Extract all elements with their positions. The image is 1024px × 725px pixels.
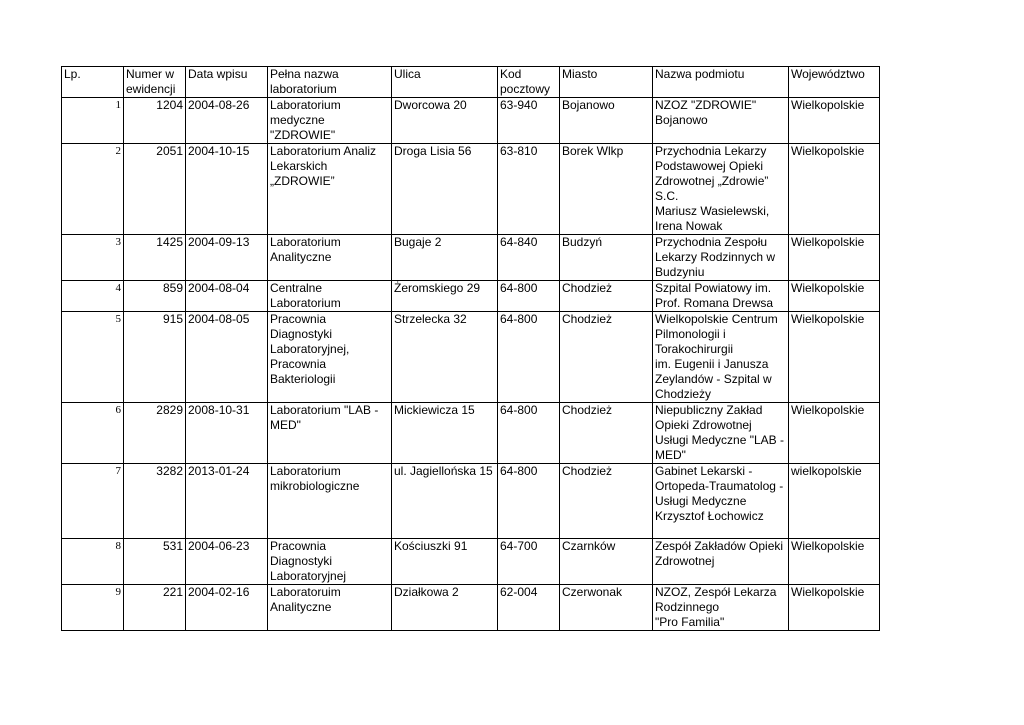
lp-cell: 4 bbox=[62, 281, 124, 312]
header-cell: Województwo bbox=[789, 67, 880, 98]
lp-cell: 3 bbox=[62, 235, 124, 281]
street-cell: Kościuszki 91 bbox=[392, 539, 498, 585]
voivodeship-cell: Wielkopolskie bbox=[789, 312, 880, 403]
header-cell: Lp. bbox=[62, 67, 124, 98]
entry-date-cell: 2013-01-24 bbox=[186, 464, 268, 539]
lp-cell: 9 bbox=[62, 585, 124, 631]
city-cell: Czarnków bbox=[560, 539, 653, 585]
postal-code-cell: 64-800 bbox=[498, 464, 560, 539]
entity-name-cell: Szpital Powiatowy im. Prof. Romana Drewsa bbox=[653, 281, 789, 312]
laboratory-registry-table bbox=[61, 66, 880, 631]
entity-name-cell: NZOZ, Zespół Lekarza Rodzinnego "Pro Familia" bbox=[653, 585, 789, 631]
postal-code-cell: 64-840 bbox=[498, 235, 560, 281]
lab-name-cell: Laboratorium "LAB - MED" bbox=[268, 403, 392, 464]
entity-name-cell: Przychodnia Zespołu Lekarzy Rodzinnych w Budzyniu bbox=[653, 235, 789, 281]
registry-number-cell: 859 bbox=[124, 281, 186, 312]
entry-date-cell: 2004-10-15 bbox=[186, 144, 268, 235]
lab-name-cell: Laboratoruim Analityczne bbox=[268, 585, 392, 631]
lp-cell: 8 bbox=[62, 539, 124, 585]
header-cell: Miasto bbox=[560, 67, 653, 98]
registry-number-cell: 3282 bbox=[124, 464, 186, 539]
city-cell: Chodzież bbox=[560, 403, 653, 464]
city-cell: Borek Wlkp bbox=[560, 144, 653, 235]
city-cell: Chodzież bbox=[560, 464, 653, 539]
voivodeship-cell: Wielkopolskie bbox=[789, 144, 880, 235]
lab-name-cell: Centralne Laboratorium bbox=[268, 281, 392, 312]
header-cell: Numer w ewidencji bbox=[124, 67, 186, 98]
voivodeship-cell: wielkopolskie bbox=[789, 464, 880, 539]
lab-name-cell: Laboratorium mikrobiologiczne bbox=[268, 464, 392, 539]
header-row bbox=[62, 67, 880, 98]
header-cell: Kod pocztowy bbox=[498, 67, 560, 98]
city-cell: Chodzież bbox=[560, 312, 653, 403]
postal-code-cell: 64-700 bbox=[498, 539, 560, 585]
entity-name-cell: Niepubliczny Zakład Opieki Zdrowotnej Usługi Medyczne "LAB - MED" bbox=[653, 403, 789, 464]
city-cell: Czerwonak bbox=[560, 585, 653, 631]
street-cell: Żeromskiego 29 bbox=[392, 281, 498, 312]
table-row bbox=[62, 403, 880, 464]
postal-code-cell: 63-810 bbox=[498, 144, 560, 235]
lab-name-cell: Laboratorium medyczne "ZDROWIE" bbox=[268, 98, 392, 144]
voivodeship-cell: Wielkopolskie bbox=[789, 235, 880, 281]
entry-date-cell: 2004-08-05 bbox=[186, 312, 268, 403]
street-cell: Działkowa 2 bbox=[392, 585, 498, 631]
entity-name-cell: NZOZ "ZDROWIE" Bojanowo bbox=[653, 98, 789, 144]
table-row bbox=[62, 98, 880, 144]
entity-name-cell: Wielkopolskie Centrum Pilmonologii i Torakochirurgii im. Eugenii i Janusza Zeylandów - Szpital w Chodzieży bbox=[653, 312, 789, 403]
street-cell: Dworcowa 20 bbox=[392, 98, 498, 144]
header-cell: Pełna nazwa laboratorium bbox=[268, 67, 392, 98]
registry-number-cell: 531 bbox=[124, 539, 186, 585]
registry-number-cell: 1204 bbox=[124, 98, 186, 144]
header-cell: Data wpisu bbox=[186, 67, 268, 98]
street-cell: ul. Jagiellońska 15 bbox=[392, 464, 498, 539]
lab-name-cell: Pracownia Diagnostyki Laboratoryjnej, Pracownia Bakteriologii bbox=[268, 312, 392, 403]
table-row bbox=[62, 235, 880, 281]
entity-name-cell: Gabinet Lekarski - Ortopeda-Traumatolog - Usługi Medyczne Krzysztof Łochowicz bbox=[653, 464, 789, 539]
registry-number-cell: 2829 bbox=[124, 403, 186, 464]
voivodeship-cell: Wielkopolskie bbox=[789, 281, 880, 312]
voivodeship-cell: Wielkopolskie bbox=[789, 98, 880, 144]
entry-date-cell: 2004-09-13 bbox=[186, 235, 268, 281]
entry-date-cell: 2004-08-04 bbox=[186, 281, 268, 312]
entry-date-cell: 2004-02-16 bbox=[186, 585, 268, 631]
table-row bbox=[62, 144, 880, 235]
lab-name-cell: Laboratorium Analiz Lekarskich „ZDROWIE” bbox=[268, 144, 392, 235]
registry-number-cell: 221 bbox=[124, 585, 186, 631]
header-cell: Ulica bbox=[392, 67, 498, 98]
street-cell: Mickiewicza 15 bbox=[392, 403, 498, 464]
street-cell: Strzelecka 32 bbox=[392, 312, 498, 403]
lab-name-cell: Pracownia Diagnostyki Laboratoryjnej bbox=[268, 539, 392, 585]
voivodeship-cell: Wielkopolskie bbox=[789, 403, 880, 464]
registry-number-cell: 2051 bbox=[124, 144, 186, 235]
table-row bbox=[62, 464, 880, 539]
city-cell: Budzyń bbox=[560, 235, 653, 281]
street-cell: Bugaje 2 bbox=[392, 235, 498, 281]
lp-cell: 7 bbox=[62, 464, 124, 539]
entity-name-cell: Zespół Zakładów Opieki Zdrowotnej bbox=[653, 539, 789, 585]
lab-name-cell: Laboratorium Analityczne bbox=[268, 235, 392, 281]
registry-number-cell: 915 bbox=[124, 312, 186, 403]
postal-code-cell: 64-800 bbox=[498, 312, 560, 403]
registry-number-cell: 1425 bbox=[124, 235, 186, 281]
table-row bbox=[62, 312, 880, 403]
postal-code-cell: 64-800 bbox=[498, 281, 560, 312]
voivodeship-cell: Wielkopolskie bbox=[789, 585, 880, 631]
lp-cell: 1 bbox=[62, 98, 124, 144]
header-cell: Nazwa podmiotu bbox=[653, 67, 789, 98]
lp-cell: 2 bbox=[62, 144, 124, 235]
postal-code-cell: 63-940 bbox=[498, 98, 560, 144]
voivodeship-cell: Wielkopolskie bbox=[789, 539, 880, 585]
city-cell: Bojanowo bbox=[560, 98, 653, 144]
entry-date-cell: 2004-08-26 bbox=[186, 98, 268, 144]
lp-cell: 6 bbox=[62, 403, 124, 464]
table-row bbox=[62, 539, 880, 585]
entity-name-cell: Przychodnia Lekarzy Podstawowej Opieki Zdrowotnej „Zdrowie” S.C. Mariusz Wasielewski, Irena Nowak bbox=[653, 144, 789, 235]
table-row bbox=[62, 281, 880, 312]
street-cell: Droga Lisia 56 bbox=[392, 144, 498, 235]
table-row bbox=[62, 585, 880, 631]
lp-cell: 5 bbox=[62, 312, 124, 403]
entry-date-cell: 2004-06-23 bbox=[186, 539, 268, 585]
postal-code-cell: 64-800 bbox=[498, 403, 560, 464]
entry-date-cell: 2008-10-31 bbox=[186, 403, 268, 464]
postal-code-cell: 62-004 bbox=[498, 585, 560, 631]
city-cell: Chodzież bbox=[560, 281, 653, 312]
